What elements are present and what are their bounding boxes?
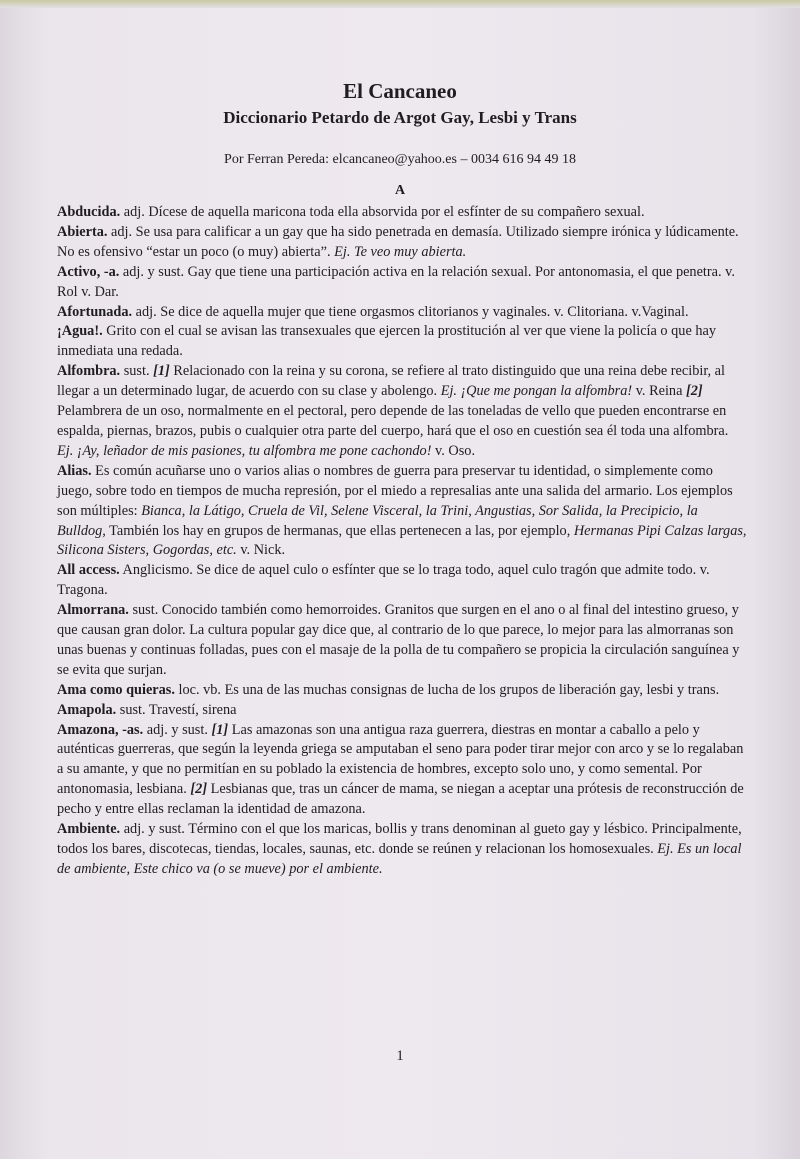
example: Bianca, la Látigo, Cruela de Vil, Selene Visceral, la Trini, Angustias, Sor Salida, la Precipicio, la Bulldog, (57, 502, 698, 539)
headword: Activo, -a. (57, 263, 120, 280)
author-byline: Por Ferran Pereda: elcancaneo@yahoo.es – 0034 616 94 49 18 (224, 152, 576, 167)
definition: v. Reina (632, 383, 686, 400)
page-title: El Cancaneo (343, 79, 457, 103)
example: Ej. ¡Ay, leñador de mis pasiones, tu alfombra me pone cachondo! (57, 442, 432, 459)
sense-marker: [1] (153, 363, 170, 380)
page-number: 1 (396, 1048, 404, 1064)
definition: adj. Se usa para calificar a un gay que ha sido penetrada en demasía. Utilizado siempre irónica y lúdicamente. No es ofensivo “estar un poco (o muy) abierta”. (57, 223, 739, 260)
headword: ¡Agua!. (57, 323, 103, 340)
definition: loc. vb. Es una de las muchas consignas de lucha de los grupos de liberación gay, lesbi y trans. (174, 681, 720, 698)
headword: Alfombra. (57, 363, 121, 380)
definition: Anglicismo. Se dice de aquel culo o esfínter que se lo traga todo, aquel culo tragón que admite todo. v. Tragona. (57, 562, 710, 599)
sense-marker: [2] (686, 383, 703, 400)
headword: Amazona, -as. (57, 721, 144, 738)
definition: adj. y sust. Término con el que los maricas, bollis y trans denominan al gueto gay y lésbico. Principalmente, todos los bares, discotecas, tiendas, locales, saunas, etc. donde se reúnen y relacionan los homosexuales. (57, 821, 742, 857)
example: Ej. Te veo muy abierta. (334, 243, 467, 260)
entry-alias (57, 462, 747, 562)
definition: sust. (120, 363, 154, 380)
entry-abierta (57, 223, 747, 263)
headword: Almorrana. (57, 602, 129, 619)
headword: All access. (57, 562, 120, 579)
entry-ambiente (57, 820, 747, 880)
entry-abducida (57, 203, 747, 223)
definition: Es común acuñarse uno o varios alias o nombres de guerra para preservar tu identidad, o simplemente como juego, sobre todo en tiempos de mucha represión, por el miedo a represalias ante una salida del armario. Los ejemplos son múltiples: (57, 462, 733, 519)
definition: Las amazonas son una antigua raza guerrera, diestras en montar a caballo a pelo y auténticas guerreras, que según la leyenda griega se amputaban el seno para poder tirar mejor con arco y se lo regalaban a su amante, y que no permitían en su poblado la existencia de hombres, excepto solo uno, y como semental. Por antonomasia, lesbiana. (57, 721, 744, 798)
definition: sust. Travestí, sirena (116, 701, 237, 718)
definition: Pelambrera de un oso, normalmente en el pectoral, pero depende de las toneladas de vello que pueden encontrarse en espalda, piernas, brazos, pubis o cualquier otra parte del cuerpo, hará que el oso en cuestión sea él toda una alfombra. (57, 403, 729, 439)
entry-almorrana (57, 601, 747, 681)
headword: Abierta. (57, 223, 108, 240)
entry-amazona (57, 721, 747, 821)
example: Hermanas Pipi Calzas largas, Silicona Sisters, Gogordas, etc. (57, 522, 747, 559)
definition: Lesbianas que, tras un cáncer de mama, se niegan a aceptar una prótesis de reconstrucción de pecho y entre ellas reclaman la identidad de amazona. (57, 781, 744, 818)
entry-afortunada (57, 303, 747, 323)
definition: v. Nick. (236, 542, 286, 559)
dictionary-entries (57, 203, 747, 880)
section-letter: A (394, 183, 406, 198)
headword: Afortunada. (57, 303, 133, 320)
entry-amapola (57, 701, 747, 721)
entry-agua (57, 322, 747, 362)
page-top-edge (0, 0, 800, 8)
page-header (0, 78, 800, 200)
definition: También los hay en grupos de hermanas, que ellas pertenecen a las, por ejemplo, (105, 522, 574, 539)
definition: v. Oso. (431, 442, 476, 459)
headword: Amapola. (57, 701, 117, 718)
definition: Relacionado con la reina y su corona, se refiere al trato distinguido que una reina debe recibir, al llegar a un determinado lugar, de acuerdo con su clase y abolengo. (57, 363, 725, 400)
headword: Ambiente. (57, 821, 121, 838)
definition: sust. Conocido también como hemorroides. Granitos que surgen en el ano o al final del intestino grueso, y que causan gran dolor. La cultura popular gay dice que, al contrario de lo que parece, lo mejor para las almorranas son unas buenas y continuas folladas, pues con el masaje de la polla de tu compañero se propicia la circulación sanguínea y se evita que surjan. (57, 602, 740, 678)
headword: Alias. (57, 462, 92, 479)
entry-all-access (57, 561, 747, 601)
entry-alfombra (57, 362, 747, 462)
sense-marker: [2] (190, 781, 208, 798)
entry-activo (57, 263, 747, 303)
definition: adj. Dícese de aquella maricona toda ella absorvida por el esfínter de su compañero sexual. (120, 204, 645, 220)
definition: adj. Se dice de aquella mujer que tiene orgasmos clitorianos y vaginales. v. Clitoriana. v.Vaginal. (132, 303, 689, 320)
page-subtitle: Diccionario Petardo de Argot Gay, Lesbi y Trans (223, 108, 577, 127)
headword: Abducida. (57, 204, 121, 220)
example: Ej. Es un local de ambiente, Este chico va (o se mueve) por el ambiente. (57, 841, 742, 877)
headword: Ama como quieras. (57, 681, 175, 698)
definition: adj. y sust. Gay que tiene una participación activa en la relación sexual. Por antonomasia, el que penetra. v. Rol v. Dar. (57, 263, 735, 300)
entry-ama-como-quieras (57, 681, 747, 701)
definition: adj. y sust. (143, 721, 212, 738)
sense-marker: [1] (211, 721, 229, 738)
definition: Grito con el cual se avisan las transexuales que ejercen la prostitución al ver que viene la policía o que hay inmediata una redada. (57, 323, 717, 360)
example: Ej. ¡Que me pongan la alfombra! (440, 383, 633, 400)
